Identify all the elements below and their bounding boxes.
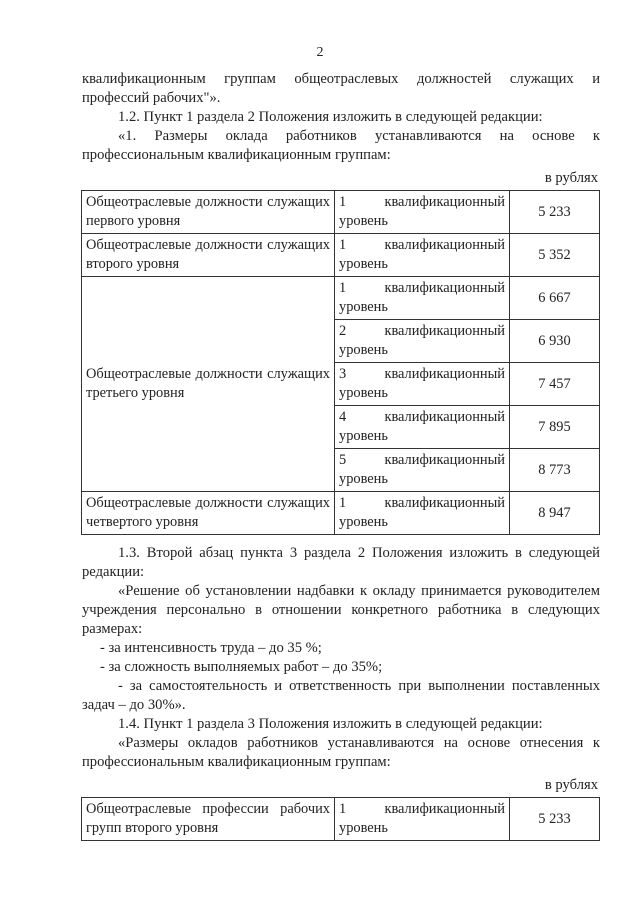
- amount-cell: 6 667: [510, 277, 600, 320]
- group-cell: Общеотраслевые должности служащих первого уровня: [82, 191, 335, 234]
- list-item: - за интенсивность труда – до 35 %;: [100, 640, 322, 656]
- group-cell: Общеотраслевые должности служащих третьего уровня: [82, 277, 335, 492]
- table-row: [82, 234, 600, 277]
- item-1-3-text: «Решение об установлении надбавки к окладу принимается руководителем учреждения персонально в отношении конкретного работника в следующих размерах:: [82, 583, 600, 637]
- level-cell: 4 квалификационный уровень: [335, 406, 510, 449]
- amount-cell: 7 895: [510, 406, 600, 449]
- table-row: [82, 492, 600, 535]
- amount-cell: 7 457: [510, 363, 600, 406]
- table-row: [82, 798, 600, 841]
- level-cell: 1 квалификационный уровень: [335, 798, 510, 841]
- level-cell: 3 квалификационный уровень: [335, 363, 510, 406]
- document-body: [82, 70, 600, 841]
- list-item: - за самостоятельность и ответственность при выполнении поставленных задач – до 30%».: [82, 678, 600, 713]
- group-cell: Общеотраслевые должности служащих второго уровня: [82, 234, 335, 277]
- table2-unit: в рублях: [544, 777, 598, 793]
- level-cell: 5 квалификационный уровень: [335, 449, 510, 492]
- group-cell: Общеотраслевые профессии рабочих групп второго уровня: [82, 798, 335, 841]
- amount-cell: 5 352: [510, 234, 600, 277]
- amount-cell: 5 233: [510, 191, 600, 234]
- item-1-2-text: «1. Размеры оклада работников устанавливаются на основе к профессиональным квалификационным группам:: [82, 128, 600, 163]
- amount-cell: 5 233: [510, 798, 600, 841]
- item-1-4-text: «Размеры окладов работников устанавливаются на основе отнесения к профессиональным квалификационным группам:: [82, 735, 600, 770]
- amount-cell: 8 773: [510, 449, 600, 492]
- group-cell: Общеотраслевые должности служащих четвертого уровня: [82, 492, 335, 535]
- item-1-4-heading: 1.4. Пункт 1 раздела 3 Положения изложить в следующей редакции:: [118, 716, 543, 732]
- amount-cell: 6 930: [510, 320, 600, 363]
- intro-line-2: профессий рабочих"».: [82, 90, 221, 106]
- list-item: - за сложность выполняемых работ – до 35%;: [100, 659, 383, 675]
- level-cell: 1 квалификационный уровень: [335, 234, 510, 277]
- salary-table-2: [81, 797, 600, 841]
- page-number: 2: [316, 45, 324, 60]
- item-1-2-heading: 1.2. Пункт 1 раздела 2 Положения изложить в следующей редакции:: [118, 109, 543, 125]
- level-cell: 1 квалификационный уровень: [335, 191, 510, 234]
- table1-unit: в рублях: [544, 170, 598, 186]
- intro-line-1: квалификационным группам общеотраслевых должностей служащих и: [82, 71, 600, 87]
- salary-table-1: [81, 190, 600, 535]
- amount-cell: 8 947: [510, 492, 600, 535]
- level-cell: 1 квалификационный уровень: [335, 277, 510, 320]
- item-1-3-heading: 1.3. Второй абзац пункта 3 раздела 2 Положения изложить в следующей редакции:: [82, 545, 600, 580]
- table-row: [82, 191, 600, 234]
- level-cell: 2 квалификационный уровень: [335, 320, 510, 363]
- level-cell: 1 квалификационный уровень: [335, 492, 510, 535]
- table-row: [82, 277, 600, 320]
